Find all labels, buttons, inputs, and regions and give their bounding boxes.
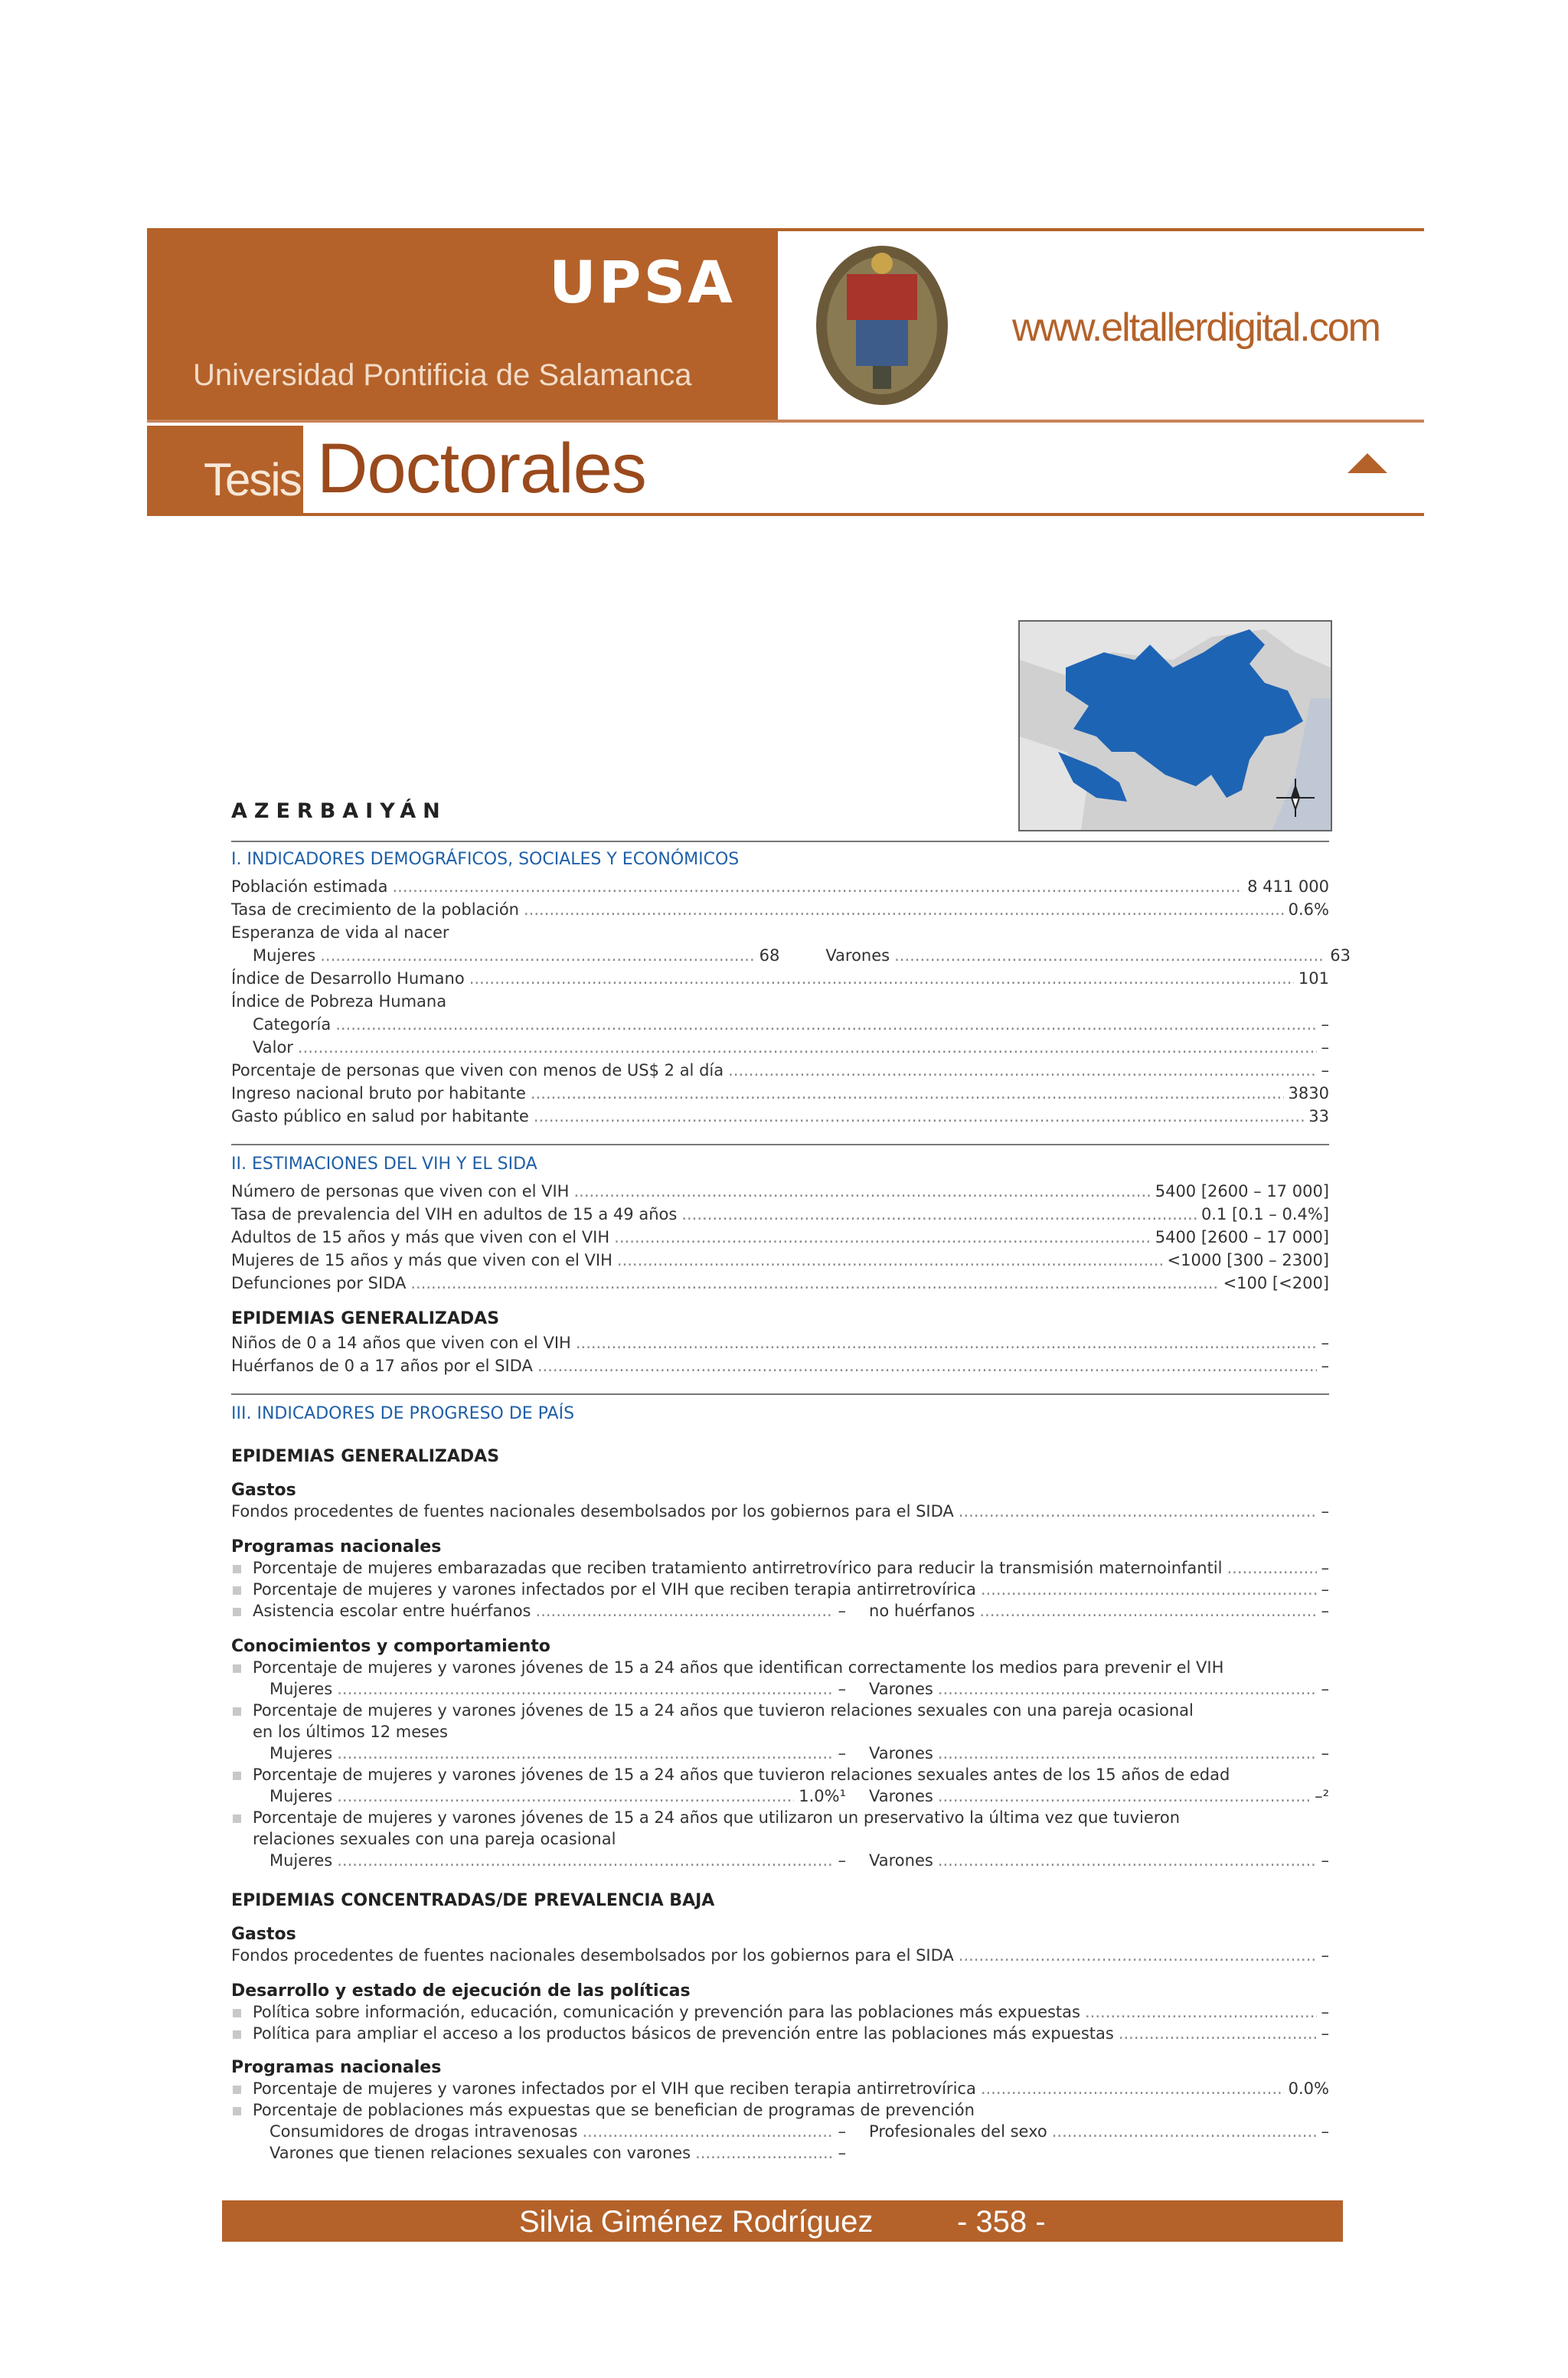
bullet-row: Porcentaje de mujeres y varones infectados por el VIH que reciben terapia antirretrovírica ..... 0.0% [231, 2079, 1329, 2102]
stat-row: Índice de Desarrollo Humano ..... 101 [231, 969, 1329, 992]
university-name: Universidad Pontificia de Salamanca [193, 358, 692, 392]
stat-row: Categoría ..... – [231, 1015, 1329, 1038]
header-bottom-rule [147, 513, 1424, 516]
site-url-link[interactable]: www.eltallerdigital.com [1012, 305, 1380, 350]
stat-row: Tasa de prevalencia del VIH en adultos de 15 a 49 años ..... 0.1 [0.1 – 0.4%] [231, 1205, 1329, 1228]
desarrollo-heading: Desarrollo y estado de ejecución de las políticas [231, 1981, 691, 2001]
mv-row: Mujeres ..... – Varones ..... – [231, 1680, 1329, 1703]
stat-row: Gasto público en salud por habitante ..... 33 [231, 1107, 1329, 1130]
subsection-title: EPIDEMIAS CONCENTRADAS/DE PREVALENCIA BAJA [231, 1891, 715, 1910]
scroll-up-icon[interactable] [1348, 453, 1387, 473]
population-row: Varones que tienen relaciones sexuales con varones ..... – [231, 2144, 1329, 2167]
stat-row: Adultos de 15 años y más que viven con el VIH ..... 5400 [2600 – 17 000] [231, 1228, 1329, 1251]
bullet-text: Porcentaje de mujeres y varones jóvenes de 15 a 24 años que tuvieron relaciones sexuales antes de los 15 años de edad [231, 1766, 1329, 1788]
stat-row: Niños de 0 a 14 años que viven con el VIH ..... – [231, 1334, 1329, 1357]
stat-row: Fondos procedentes de fuentes nacionales desembolsados por los gobiernos para el SIDA ..... – [231, 1502, 1329, 1525]
stat-row: Esperanza de vida al nacer [231, 923, 449, 942]
bullet-row: Porcentaje de mujeres y varones infectados por el VIH que reciben terapia antirretrovírica ..... – [231, 1580, 1329, 1603]
footer-bar [222, 2200, 1343, 2242]
bullet-row: Porcentaje de mujeres embarazadas que reciben tratamiento antirretrovírico para reducir la transmisión maternoinfantil ..... – [231, 1559, 1329, 1582]
bullet-text: Porcentaje de mujeres y varones jóvenes de 15 a 24 años que tuvieron relaciones sexuales con una pareja ocasional [231, 1701, 1329, 1724]
stat-row: Ingreso nacional bruto por habitante ..... 3830 [231, 1084, 1329, 1107]
programas-heading: Programas nacionales [231, 1537, 442, 1556]
country-title: AZERBAIYÁN [231, 799, 447, 823]
rule [231, 1393, 1329, 1395]
conocimientos-heading: Conocimientos y comportamiento [231, 1637, 550, 1656]
population-row: Consumidores de drogas intravenosas ..... – Profesionales del sexo ..... – [231, 2122, 1329, 2145]
header-divider [147, 420, 1424, 423]
stat-row: Tasa de crecimiento de la población ..... 0.6% [231, 900, 1329, 923]
doctorales-title: Doctorales [317, 430, 646, 508]
bullet-text-cont: relaciones sexuales con una pareja ocasional [253, 1830, 616, 1848]
gastos-heading: Gastos [231, 1481, 296, 1500]
author-name: Silvia Giménez Rodríguez [519, 2205, 874, 2239]
subsection-title: EPIDEMIAS GENERALIZADAS [231, 1309, 500, 1328]
mv-row: Mujeres ..... 1.0%¹ Varones ..... –² [231, 1787, 1329, 1810]
mv-row: Mujeres ..... – Varones ..... – [231, 1744, 1329, 1767]
country-map [1018, 620, 1332, 831]
stat-row: Fondos procedentes de fuentes nacionales desembolsados por los gobiernos para el SIDA ..... – [231, 1946, 1329, 1969]
mv-row: Mujeres ..... – Varones ..... – [231, 1851, 1329, 1874]
tesis-badge [147, 426, 303, 516]
stat-row: Huérfanos de 0 a 17 años por el SIDA ..... – [231, 1357, 1329, 1380]
subsection-title: EPIDEMIAS GENERALIZADAS [231, 1447, 500, 1466]
section-2-title: II. ESTIMACIONES DEL VIH Y EL SIDA [231, 1155, 537, 1174]
rule [231, 1144, 1329, 1145]
rule [231, 841, 1329, 842]
bullet-text: Porcentaje de mujeres y varones jóvenes de 15 a 24 años que identifican correctamente los medios para prevenir el VIH [231, 1658, 1329, 1681]
stat-row: Número de personas que viven con el VIH ..... 5400 [2600 – 17 000] [231, 1182, 1329, 1205]
university-seal-icon [810, 243, 954, 407]
bullet-text: Porcentaje de poblaciones más expuestas que se benefician de programas de prevención [231, 2101, 1329, 2124]
stat-row: Índice de Pobreza Humana [231, 992, 447, 1011]
stat-row: Defunciones por SIDA ..... <100 [<200] [231, 1274, 1329, 1297]
bullet-row: Política para ampliar el acceso a los productos básicos de prevención entre las poblaciones más expuestas ..... – [231, 2024, 1329, 2047]
header-top-rule [778, 228, 1424, 231]
bullet-text: Porcentaje de mujeres y varones jóvenes de 15 a 24 años que utilizaron un preservativo la última vez que tuvieron [231, 1808, 1329, 1831]
section-3-title: III. INDICADORES DE PROGRESO DE PAÍS [231, 1404, 575, 1423]
section-1-title: I. INDICADORES DEMOGRÁFICOS, SOCIALES Y ECONÓMICOS [231, 850, 740, 869]
brand-logo-text: UPSA [549, 248, 735, 316]
bullet-row: Política sobre información, educación, comunicación y prevención para las poblaciones más expuestas ..... – [231, 2003, 1329, 2026]
stat-row: Población estimada ..... 8 411 000 [231, 877, 1329, 900]
header-brand-panel [147, 228, 778, 423]
bullet-text-cont: en los últimos 12 meses [253, 1723, 448, 1741]
stat-row: Valor ..... – [231, 1038, 1329, 1061]
life-expectancy-row: Mujeres ..... 68 Varones ..... 63 [231, 946, 1329, 969]
programas-heading: Programas nacionales [231, 2058, 442, 2077]
page-number: - 358 - [957, 2205, 1046, 2239]
gastos-heading: Gastos [231, 1925, 296, 1944]
asistencia-row: Asistencia escolar entre huérfanos ..... – no huérfanos ..... – [231, 1602, 1329, 1625]
stat-row: Porcentaje de personas que viven con menos de US$ 2 al día ..... – [231, 1061, 1329, 1084]
stat-row: Mujeres de 15 años y más que viven con el VIH ..... <1000 [300 – 2300] [231, 1251, 1329, 1274]
tesis-label: Tesis [204, 454, 301, 505]
